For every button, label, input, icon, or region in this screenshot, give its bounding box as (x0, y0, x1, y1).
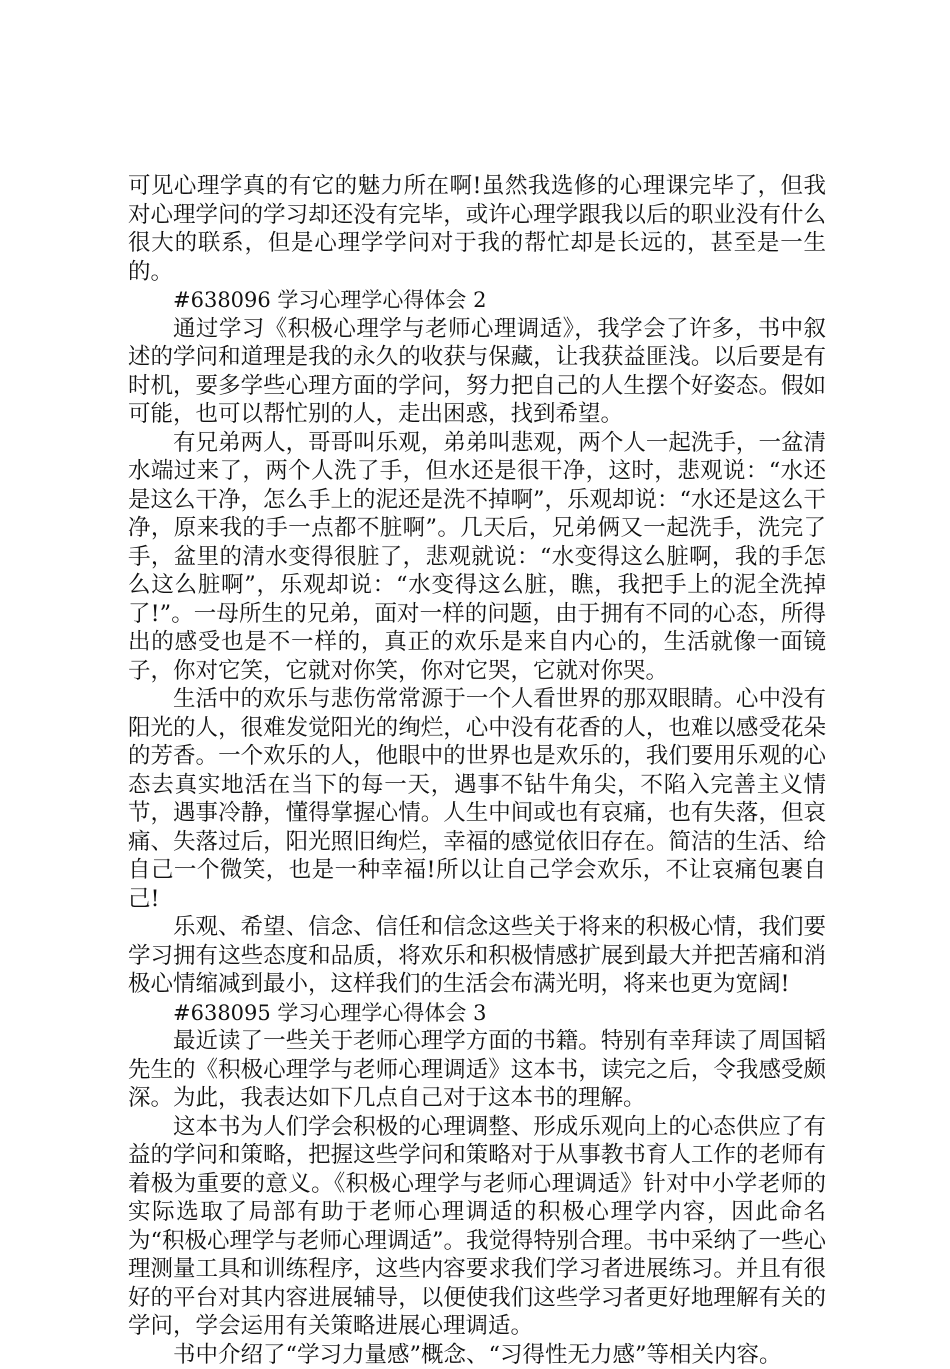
paragraph: 最近读了一些关于老师心理学方面的书籍。特别有幸拜读了周国韬先生的《积极心理学与老师心理调适》这本书，读完之后，令我感受颇深。为此，我表达如下几点自己对于这本书的理解。 (128, 1027, 826, 1113)
paragraph: 可见心理学真的有它的魅力所在啊!虽然我选修的心理课完毕了，但我对心理学问的学习却还没有完毕，或许心理学跟我以后的职业没有什么很大的联系，但是心理学学问对于我的帮忙却是长远的，甚至是一生的。 (128, 172, 826, 286)
paragraph: 书中介绍了“学习力量感”概念、“习得性无力感”等相关内容。 (128, 1341, 826, 1369)
paragraph: 乐观、希望、信念、信任和信念这些关于将来的积极心情，我们要学习拥有这些态度和品质，将欢乐和积极情感扩展到最大并把苦痛和消极心情缩减到最小，这样我们的生活会布满光明，将来也更为宽阔! (128, 913, 826, 999)
section-heading: #638096 学习心理学心得体会 2 (128, 286, 826, 315)
document-page (128, 172, 826, 1369)
paragraph: 通过学习《积极心理学与老师心理调适》，我学会了许多，书中叙述的学问和道理是我的永久的收获与保藏，让我获益匪浅。以后要是有时机，要多学些心理方面的学问，努力把自己的人生摆个好姿态。假如可能，也可以帮忙别的人，走出困惑，找到希望。 (128, 315, 826, 429)
paragraph: 这本书为人们学会积极的心理调整、形成乐观向上的心态供应了有益的学问和策略，把握这些学问和策略对于从事教书育人工作的老师有着极为重要的意义。《积极心理学与老师心理调适》针对中小学老师的实际选取了局部有助于老师心理调适的积极心理学内容，因此命名为“积极心理学与老师心理调适”。我觉得特别合理。书中采纳了一些心理测量工具和训练程序，这些内容要求我们学习者进展练习。并且有很好的平台对其内容进展辅导，以便使我们这些学习者更好地理解有关的学问，学会运用有关策略进展心理调适。 (128, 1113, 826, 1341)
section-heading: #638095 学习心理学心得体会 3 (128, 999, 826, 1028)
paragraph: 生活中的欢乐与悲伤常常源于一个人看世界的那双眼睛。心中没有阳光的人，很难发觉阳光的绚烂，心中没有花香的人，也难以感受花朵的芳香。一个欢乐的人，他眼中的世界也是欢乐的，我们要用乐观的心态去真实地活在当下的每一天，遇事不钻牛角尖，不陷入完善主义情节，遇事冷静，懂得掌握心情。人生中间或也有哀痛，也有失落，但哀痛、失落过后，阳光照旧绚烂，幸福的感觉依旧存在。简洁的生活、给自己一个微笑，也是一种幸福!所以让自己学会欢乐，不让哀痛包裹自己! (128, 685, 826, 913)
paragraph: 有兄弟两人，哥哥叫乐观，弟弟叫悲观，两个人一起洗手，一盆清水端过来了，两个人洗了手，但水还是很干净，这时，悲观说：“水还是这么干净，怎么手上的泥还是洗不掉啊”，乐观却说：“水还是这么干净，原来我的手一点都不脏啊”。几天后，兄弟俩又一起洗手，洗完了手，盆里的清水变得很脏了，悲观就说：“水变得这么脏啊，我的手怎么这么脏啊”，乐观却说：“水变得这么脏，瞧，我把手上的泥全洗掉了!”。一母所生的兄弟，面对一样的问题，由于拥有不同的心态，所得出的感受也是不一样的，真正的欢乐是来自内心的，生活就像一面镜子，你对它笑，它就对你笑，你对它哭，它就对你哭。 (128, 429, 826, 686)
